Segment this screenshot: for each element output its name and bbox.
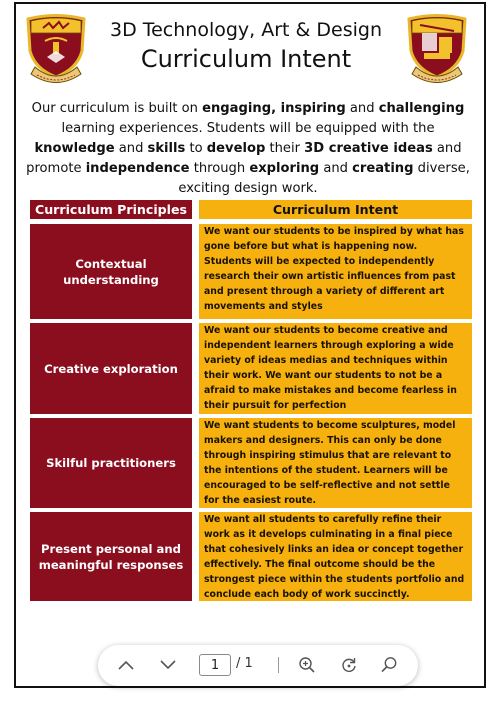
school-crest-right [404, 11, 470, 85]
chevron-up-icon[interactable] [115, 654, 137, 676]
column-header-intent: Curriculum Intent [199, 200, 472, 219]
intro-emphasis: develop [206, 141, 266, 156]
intro-text: to [185, 141, 207, 156]
pdf-toolbar [98, 645, 418, 686]
page-subtitle: Curriculum Intent [140, 45, 352, 73]
intro-text: and [345, 101, 379, 116]
intro-emphasis: exploring [249, 161, 320, 176]
intro-paragraph [22, 99, 474, 199]
intro-text: and [114, 141, 148, 156]
column-header-principles: Curriculum Principles [30, 200, 192, 219]
intent-cell: We want students to become sculptures, model makers and designers. This can only be done through inspiring stimulus that are relevant to the intentions of the student. Learners will be encouraged to be self-reflective and not settle for the easiest route. [199, 418, 472, 508]
intent-cell: We want our students to become creative and independent learners through exploring a wide variety of ideas medias and techniques within their work. We want our students to not be a afraid to make mistakes and become fearless in their pursuit for perfection [199, 323, 472, 414]
intro-emphasis: skills [147, 141, 186, 156]
intro-text: and [319, 161, 353, 176]
intro-emphasis: independence [85, 161, 190, 176]
principle-cell: Contextual understanding [30, 224, 192, 319]
intro-emphasis: engaging, inspiring [202, 101, 346, 116]
principle-cell: Present personal and meaningful responses [30, 512, 192, 601]
intent-cell: We want all students to carefully refine their work as it develops culminating in a final piece that cohesively links an idea or concept together effectively. The final outcome should be the strongest piece within the students portfolio and conclude each body of work succinctly. [199, 512, 472, 601]
intro-emphasis: knowledge [34, 141, 115, 156]
chevron-down-icon[interactable] [157, 654, 179, 676]
intro-text: and promote [26, 141, 462, 176]
page-total: / 1 [236, 656, 253, 671]
rotate-icon[interactable] [338, 654, 360, 676]
school-crest-left [23, 11, 89, 85]
intro-emphasis: challenging [378, 101, 465, 116]
page-number-input[interactable] [199, 654, 231, 676]
toolbar-divider [278, 657, 279, 673]
intro-text: learning experiences. Students will be equipped with the [61, 121, 435, 136]
intro-text: through [189, 161, 250, 176]
intent-cell: We want our students to be inspired by what has gone before but what is happening now. Students will be expected to independently research their own artistic influences from past and present through a variety of different art movements and styles [199, 224, 472, 319]
intro-text: diverse, exciting design work. [178, 161, 470, 196]
zoom-in-icon[interactable] [296, 654, 318, 676]
search-icon[interactable] [378, 654, 400, 676]
intro-text: Our curriculum is built on [31, 101, 203, 116]
intro-emphasis: creating [352, 161, 414, 176]
intro-emphasis: 3D creative ideas [304, 141, 433, 156]
principle-cell: Skilful practitioners [30, 418, 192, 508]
page-title: 3D Technology, Art & Design [109, 19, 383, 41]
principle-cell: Creative exploration [30, 323, 192, 414]
intro-text: their [265, 141, 305, 156]
